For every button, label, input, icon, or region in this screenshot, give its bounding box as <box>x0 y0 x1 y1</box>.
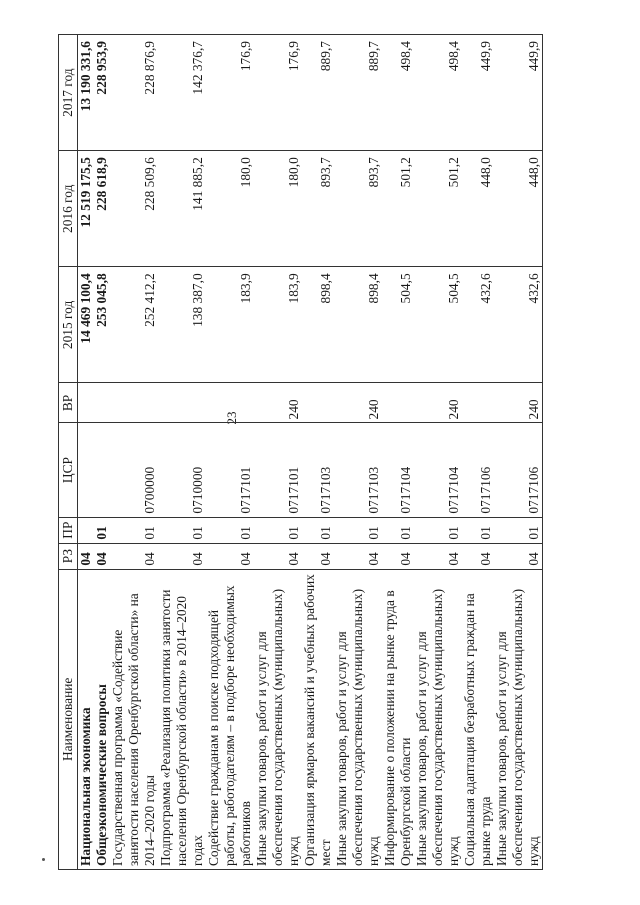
rotated-table-container <box>58 34 620 870</box>
row-2015: 138 387,0 <box>158 267 206 383</box>
header-2016: 2016 год <box>59 151 78 267</box>
row-vr: 240 <box>494 383 543 423</box>
row-pr: 01 <box>414 517 462 543</box>
row-2016: 448,0 <box>494 151 543 267</box>
row-name: Социальная адаптация безработных граждан на рынке труда <box>462 569 494 869</box>
table-row <box>462 35 494 870</box>
row-2017: 176,9 <box>206 35 254 151</box>
row-vr <box>206 383 254 423</box>
row-vr <box>382 383 414 423</box>
row-2015: 432,6 <box>462 267 494 383</box>
row-pr: 01 <box>334 517 382 543</box>
row-csr: 0710000 <box>158 423 206 517</box>
row-vr: 240 <box>254 383 302 423</box>
row-pr: 01 <box>254 517 302 543</box>
row-rz: 04 <box>94 543 110 569</box>
row-2015: 898,4 <box>334 267 382 383</box>
row-rz: 04 <box>462 543 494 569</box>
row-name: Иные закупки товаров, работ и услуг для обеспечения государственных (муниципальных) нужд <box>494 569 543 869</box>
row-rz: 04 <box>158 543 206 569</box>
row-pr: 01 <box>94 517 110 543</box>
row-2015: 898,4 <box>302 267 334 383</box>
row-rz: 04 <box>110 543 158 569</box>
table-row <box>494 35 543 870</box>
row-csr: 0717104 <box>382 423 414 517</box>
row-rz: 04 <box>254 543 302 569</box>
row-2016: 501,2 <box>414 151 462 267</box>
row-2016: 448,0 <box>462 151 494 267</box>
row-rz: 04 <box>78 543 95 569</box>
row-2017: 228 953,9 <box>94 35 110 151</box>
table-row <box>254 35 302 870</box>
row-2016: 501,2 <box>382 151 414 267</box>
row-2016: 141 885,2 <box>158 151 206 267</box>
row-2016: 228 509,6 <box>110 151 158 267</box>
row-vr <box>158 383 206 423</box>
row-vr <box>78 383 95 423</box>
row-vr <box>110 383 158 423</box>
header-rz: РЗ <box>59 543 78 569</box>
row-pr: 01 <box>158 517 206 543</box>
row-2016: 180,0 <box>254 151 302 267</box>
row-pr: 01 <box>302 517 334 543</box>
row-2017: 498,4 <box>414 35 462 151</box>
row-rz: 04 <box>302 543 334 569</box>
row-rz: 04 <box>334 543 382 569</box>
row-name: Иные закупки товаров, работ и услуг для обеспечения государственных (муниципальных) нужд <box>414 569 462 869</box>
row-pr: 01 <box>382 517 414 543</box>
header-pr: ПР <box>59 517 78 543</box>
row-2016: 180,0 <box>206 151 254 267</box>
row-2016: 893,7 <box>334 151 382 267</box>
row-csr: 0717101 <box>254 423 302 517</box>
row-csr: 0717104 <box>414 423 462 517</box>
table-row <box>206 35 254 870</box>
table-row <box>302 35 334 870</box>
row-csr <box>94 423 110 517</box>
row-2017: 889,7 <box>334 35 382 151</box>
row-pr <box>78 517 95 543</box>
row-2017: 228 876,9 <box>110 35 158 151</box>
row-2017: 498,4 <box>382 35 414 151</box>
header-vr: ВР <box>59 383 78 423</box>
row-rz: 04 <box>382 543 414 569</box>
scan-speck <box>42 858 45 861</box>
row-name: Содействие гражданам в поиске подходящей работы, работодателям – в подборе необходимых работников <box>206 569 254 869</box>
row-2017: 13 190 331,6 <box>78 35 95 151</box>
header-2015: 2015 год <box>59 267 78 383</box>
row-vr: 240 <box>334 383 382 423</box>
header-name: Наименование <box>59 569 78 869</box>
row-2015: 504,5 <box>382 267 414 383</box>
row-2016: 12 519 175,5 <box>78 151 95 267</box>
row-2016: 228 618,9 <box>94 151 110 267</box>
table-row <box>110 35 158 870</box>
row-rz: 04 <box>206 543 254 569</box>
row-rz: 04 <box>494 543 543 569</box>
row-name: Государственная программа «Содействие занятости населения Оренбургской области» на 2014–2020 годы <box>110 569 158 869</box>
row-rz: 04 <box>414 543 462 569</box>
table-row <box>414 35 462 870</box>
row-name: Иные закупки товаров, работ и услуг для обеспечения государственных (муниципальных) нужд <box>254 569 302 869</box>
row-2015: 252 412,2 <box>110 267 158 383</box>
row-vr: 240 <box>414 383 462 423</box>
page-number: 23 <box>224 411 239 425</box>
row-2015: 183,9 <box>206 267 254 383</box>
row-2016: 893,7 <box>302 151 334 267</box>
row-csr: 0717106 <box>494 423 543 517</box>
table-row <box>158 35 206 870</box>
row-2015: 14 469 100,4 <box>78 267 95 383</box>
row-2017: 449,9 <box>462 35 494 151</box>
row-vr <box>94 383 110 423</box>
row-pr: 01 <box>206 517 254 543</box>
table-row <box>94 35 110 870</box>
row-2017: 142 376,7 <box>158 35 206 151</box>
row-name: Подпрограмма «Реализация политики занятости населения Оренбургской области» в 2014–2020 годах <box>158 569 206 869</box>
row-2015: 504,5 <box>414 267 462 383</box>
row-2015: 432,6 <box>494 267 543 383</box>
row-csr: 0717103 <box>302 423 334 517</box>
row-2015: 183,9 <box>254 267 302 383</box>
table-row <box>382 35 414 870</box>
table-row <box>334 35 382 870</box>
row-name: Информирование о положении на рынке труда в Оренбургской области <box>382 569 414 869</box>
row-csr <box>78 423 95 517</box>
row-csr: 0700000 <box>110 423 158 517</box>
header-2017: 2017 год <box>59 35 78 151</box>
row-name: Национальная экономика <box>78 569 95 869</box>
header-csr: ЦСР <box>59 423 78 517</box>
row-csr: 0717103 <box>334 423 382 517</box>
row-2017: 889,7 <box>302 35 334 151</box>
row-csr: 0717101 <box>206 423 254 517</box>
table-row <box>78 35 95 870</box>
row-2017: 449,9 <box>494 35 543 151</box>
row-name: Организация ярмарок вакансий и учебных рабочих мест <box>302 569 334 869</box>
row-name: Иные закупки товаров, работ и услуг для обеспечения государственных (муниципальных) нужд <box>334 569 382 869</box>
row-vr <box>462 383 494 423</box>
row-pr: 01 <box>462 517 494 543</box>
budget-table <box>58 34 543 870</box>
row-csr: 0717106 <box>462 423 494 517</box>
row-2015: 253 045,8 <box>94 267 110 383</box>
row-pr: 01 <box>110 517 158 543</box>
row-vr <box>302 383 334 423</box>
row-pr: 01 <box>494 517 543 543</box>
row-name: Общеэкономические вопросы <box>94 569 110 869</box>
row-2017: 176,9 <box>254 35 302 151</box>
header-row <box>59 35 78 870</box>
